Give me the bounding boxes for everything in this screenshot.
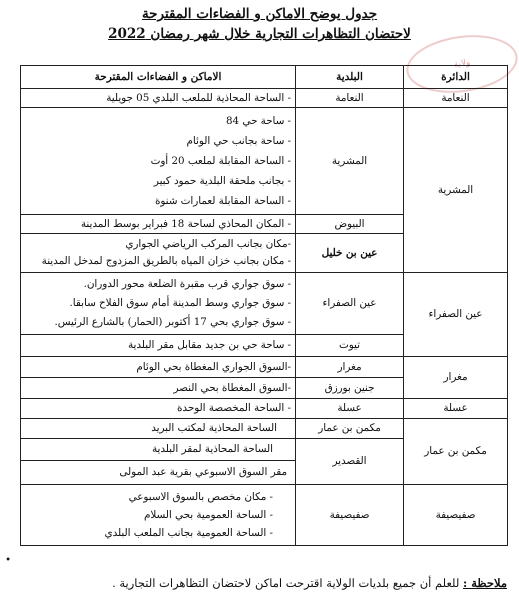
place-item: - الساحة المخصصة الوحدة: [177, 402, 291, 414]
table-row: [21, 419, 508, 439]
places-cell: [21, 439, 296, 485]
place-item: - بجانب ملحقة البلدية حمود كبير: [153, 175, 291, 187]
place-item: - مكان بجانب خزان المياه بالطريق المزدوج لمدخل المدينة: [41, 255, 291, 267]
baladia-cell: مغرار: [296, 357, 404, 378]
place-item: -مكان بجانب المركب الرياضي الجواري: [125, 238, 291, 250]
place-item: - الساحة المقابلة لعمارات شنوة: [154, 195, 291, 207]
daira-cell: مغرار: [404, 357, 508, 399]
place-item: - ساحة حي 84: [225, 115, 291, 127]
baladia-cell: القصدير: [296, 439, 404, 485]
daira-cell: عسلة: [404, 399, 508, 419]
place-item: - الساحة المحاذية للملعب البلدي 05 جويلية: [106, 91, 291, 104]
daira-cell: عين الصفراء: [404, 273, 508, 357]
places-cell: [21, 399, 296, 419]
baladia-cell: تيوت: [296, 335, 404, 357]
header-daira: الدائرة: [404, 66, 508, 89]
header-places: الاماكن و الفضاءات المقترحة: [21, 66, 296, 89]
table-row: [21, 273, 508, 335]
place-item: - الساحة المقابلة لملعب 20 أوت: [150, 155, 291, 167]
table-row: [21, 89, 508, 108]
daira-cell: النعامة: [404, 89, 508, 108]
places-cell: [21, 378, 296, 399]
places-cell: [21, 273, 296, 335]
daira-cell: المشرية: [404, 108, 508, 273]
document-title: جدول يوضح الاماكن و الفضاءات المقترحة: [141, 6, 378, 22]
margin-mark: •: [5, 555, 11, 566]
baladia-cell: عين بن خليل: [296, 234, 404, 273]
daira-cell: مكمن بن عمار: [404, 419, 508, 485]
baladia-cell: جنين بورزق: [296, 378, 404, 399]
table-row: [21, 485, 508, 546]
places-cell: [21, 485, 296, 546]
place-item: -السوق الجواري المغطاة بحي الوئام: [136, 360, 291, 373]
stamp-text: ولاية: [452, 57, 472, 71]
baladia-cell: البيوض: [296, 215, 404, 234]
daira-cell: صفيصيفة: [404, 485, 508, 546]
footnote: [112, 575, 507, 591]
document-subtitle: لاحتضان التظاهرات التجارية خلال شهر رمضان 2022: [108, 26, 411, 42]
places-cell: [21, 89, 296, 108]
baladia-cell: المشرية: [296, 108, 404, 215]
place-item: - الساحة العمومية بجانب الملعب البلدي: [104, 527, 273, 539]
header-baladia: البلدية: [296, 66, 404, 89]
places-cell: [21, 215, 296, 234]
note-text: للعلم أن جميع بلديات الولاية اقترحت اماكن لاحتضان التظاهرات التجارية .: [112, 576, 460, 590]
places-cell: [21, 234, 296, 273]
note-label: ملاحظة :: [463, 576, 507, 590]
place-item: الساحة المحاذية لمكتب البريد: [151, 422, 277, 434]
baladia-cell: عين الصفراء: [296, 273, 404, 335]
place-item: - المكان المحاذي لساحة 18 فبراير بوسط المدينة: [80, 217, 291, 230]
place-item: - سوق جواري قرب مقبرة الضلعة محور الدوران.: [83, 278, 291, 290]
table-row: [21, 399, 508, 419]
places-cell: [21, 357, 296, 378]
place-item: - سوق جواري وسط المدينة أمام سوق الفلاح سابقا.: [69, 297, 291, 309]
places-cell: [21, 335, 296, 357]
place-subrow: الساحة المحاذية لمقر البلدية: [21, 439, 295, 461]
places-table: [20, 65, 508, 546]
places-cell: [21, 419, 296, 439]
baladia-cell: النعامة: [296, 89, 404, 108]
baladia-cell: مكمن بن عمار: [296, 419, 404, 439]
table-row: [21, 357, 508, 378]
table-header-row: [21, 66, 508, 89]
place-item: - الساحة العمومية بحي السلام: [144, 509, 273, 521]
table-row: [21, 108, 508, 215]
baladia-cell: صفيصيفة: [296, 485, 404, 546]
place-item: - مكان مخصص بالسوق الاسبوعي: [128, 491, 273, 503]
place-item: - ساحة بجانب حي الوئام: [186, 135, 291, 147]
place-item: -السوق المغطاة بحي النصر: [173, 381, 291, 394]
baladia-cell: عسلة: [296, 399, 404, 419]
place-subrow: مقر السوق الاسبوعي بقرية عبد المولى: [119, 466, 287, 478]
place-item: - سوق جواري بحي 17 أكتوبر (الحمار) بالشارع الرئيس.: [54, 316, 291, 328]
place-item: - ساحة حي بن جديد مقابل مقر البلدية: [128, 339, 291, 351]
places-cell: [21, 108, 296, 215]
